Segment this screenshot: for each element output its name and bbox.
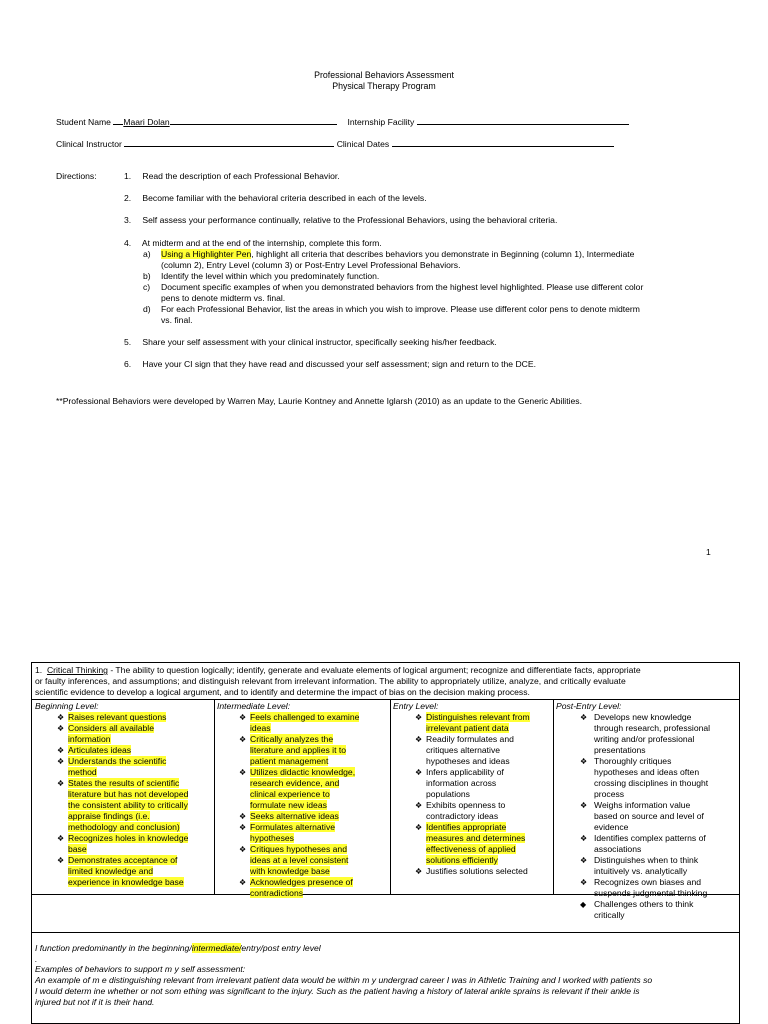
directions-label: Directions: [56,171,97,181]
criteria-item: ❖ Thoroughly critiques hypotheses and ideas often crossing disciplines in thought process [580,756,709,799]
bullet-icon: ❖ [580,856,588,865]
student-name-blank[interactable] [170,115,337,125]
bullet-icon: ❖ [580,834,588,843]
bullet-icon: ❖ [415,713,423,722]
criteria-item: ❖ Considers all available information [57,723,154,744]
direction-item: 5. Share your self assessment with your clinical instructor, specifically seeking his/her feedback. [124,337,497,347]
criteria-item: ❖ Critiques hypotheses and ideas at a level consistent with knowledge base [239,844,349,876]
critical-thinking-table [31,662,740,1024]
beginning-level-column [35,701,213,888]
divider [553,700,554,894]
direction-sub-item-b: b) Identify the level within which you predominately function. [143,271,380,281]
student-name-value[interactable]: Maari Dolan [123,117,170,127]
bullet-icon: ❖ [57,856,65,865]
bullet-icon: ❖ [580,757,588,766]
bullet-icon: ❖ [580,713,588,722]
direction-sub-item-d: d) For each Professional Behavior, list the areas in which you wish to improve. Please use different color pens to denote midterm vs. final. [143,304,640,325]
bullet-icon: ❖ [415,801,423,810]
bullet-icon: ❖ [57,724,65,733]
document-subtitle: Physical Therapy Program [332,81,436,91]
beginning-level-list [35,712,213,888]
criteria-item: ❖ Feels challenged to examine ideas [239,712,360,733]
entry-level-list [393,712,552,877]
criteria-item: ❖ Readily formulates and critiques alternative hypotheses and ideas [415,734,514,766]
bullet-icon: ❖ [239,713,247,722]
divider [32,932,739,933]
page-number: 1 [706,547,711,557]
bullet-icon: ❖ [239,812,247,821]
intermediate-level-column [217,701,389,899]
bullet-icon: ❖ [57,757,65,766]
direction-item: 4. At midterm and at the end of the internship, complete this form. [124,238,382,248]
divider [214,700,215,894]
criteria-item: ❖ Recognizes holes in knowledge base [57,833,189,854]
criteria-item: ❖ Utilizes didactic knowledge, research evidence, and clinical experience to formulate new ideas [239,767,356,810]
criteria-item: ❖ Distinguishes relevant from irrelevant patient data [415,712,530,733]
clinical-dates-label: Clinical Dates [336,139,390,149]
bullet-icon: ❖ [57,779,65,788]
criteria-item: ❖ States the results of scientific literature but has not developed the consistent ability to critically appraise findings (i.e. methodology and conclusion) [57,778,189,832]
function-level-statement: I function predominantly in the beginning/intermediate/entry/post entry level [35,943,321,953]
criteria-item: ❖ Identifies complex patterns of associations [580,833,706,854]
criteria-item: ❖ Acknowledges presence of contradictions [239,877,353,898]
beginning-level-title: Beginning Level: [35,701,99,711]
internship-facility-label: Internship Facility [347,117,415,127]
self-assessment: I function predominantly in the beginning/intermediate/entry/post entry level . Examples of behaviors to support m y self assessment: An example of m e distinguishing relevant from irrelevant patient data would be within m y undergrad career I was in Athletic Training and I worked with patients so I would determ ine whether or not som ething was significant to the injury. Such as the patient having a history of lateral ankle sprains is relevant if their ankle is injured but not if it is their hand. [35,943,735,1008]
bullet-icon: ❖ [239,768,247,777]
bullet-icon: ❖ [239,845,247,854]
post-entry-level-title: Post-Entry Level: [556,701,622,711]
criteria-item: ❖ Seeks alternative ideas [239,811,339,821]
criteria-item: ❖ Identifies appropriate measures and determines effectiveness of applied solutions efficiently [415,822,526,865]
bullet-icon: ❖ [239,878,247,887]
critical-thinking-title: Critical Thinking [46,665,108,675]
direction-sub-item-a: a) Using a Highlighter Pen, highlight all criteria that describes behaviors you demonstrate in Beginning (column 1), Intermediate (column 2), Entry Level (column 3) or Post-Entry Level Professional Behaviors. [143,249,635,270]
bullet-icon: ❖ [57,713,65,722]
criteria-item: ❖ Understands the scientific method [57,756,167,777]
critical-thinking-definition: 1. Critical Thinking - The ability to question logically; identify, generate and evaluate elements of logical argument; recognize and differentiate facts, appropriate or faulty inferences, and assumptions; and distinguish relevant from irrelevant information. The ability to appropriately utilize, analyze, and critically evaluate scientific evidence to develop a logical argument, and to identify and determine the impact of bias on the decision making process. [35,665,641,697]
footnote: **Professional Behaviors were developed by Warren May, Laurie Kontney and Annette Iglarsh (2010) as an update to the Generic Abilities. [56,396,582,406]
direction-sub-item-c: c) Document specific examples of when you demonstrated behaviors from the highest level highlighted. Please use different color pens to denote midterm vs. final. [143,282,644,303]
criteria-item: ❖ Critically analyzes the literature and applies it to patient management [239,734,347,766]
bullet-icon: ❖ [415,768,423,777]
criteria-item: ❖ Develops new knowledge through research, professional writing and/or professional presentations [580,712,711,755]
student-name-row [56,115,629,128]
clinical-instructor-blank[interactable] [124,137,334,147]
criteria-item: ❖ Distinguishes when to think intuitively vs. analytically [580,855,699,876]
post-entry-level-column [556,701,738,921]
direction-item: 6. Have your CI sign that they have read and discussed your self assessment; sign and return to the DCE. [124,359,536,369]
clinical-instructor-row [56,137,614,150]
clinical-instructor-label: Clinical Instructor [56,139,122,149]
bullet-icon: ❖ [415,867,423,876]
selected-level: intermediate/ [191,943,242,953]
entry-level-title: Entry Level: [393,701,439,711]
criteria-item: ❖ Weighs information value based on source and level of evidence [580,800,704,832]
criteria-item: ◆ Challenges others to think critically [580,899,694,920]
criteria-item: ❖ Raises relevant questions [57,712,167,722]
divider [32,699,739,700]
student-name-label: Student Name [56,117,111,127]
divider [390,700,391,894]
bullet-icon: ❖ [415,735,423,744]
bullet-icon: ❖ [415,823,423,832]
direction-item: 2. Become familiar with the behavioral criteria described in each of the levels. [124,193,427,203]
bullet-icon: ❖ [57,834,65,843]
criteria-item: ❖ Exhibits openness to contradictory ideas [415,800,506,821]
criteria-item: ❖ Formulates alternative hypotheses [239,822,336,843]
document-title: Professional Behaviors Assessment [314,70,454,80]
internship-facility-blank[interactable] [417,115,629,125]
criteria-item: ❖ Infers applicability of information across populations [415,767,504,799]
post-entry-level-list [556,712,738,921]
bullet-icon: ❖ [239,823,247,832]
criteria-item: ❖ Articulates ideas [57,745,132,755]
bullet-icon: ◆ [580,900,587,909]
direction-item: 1. Read the description of each Professional Behavior. [124,171,340,181]
entry-level-column [393,701,552,877]
bullet-icon: ❖ [239,735,247,744]
examples-label: Examples of behaviors to support m y self assessment: [35,964,246,974]
criteria-item: ❖ Justifies solutions selected [415,866,528,876]
bullet-icon: ❖ [580,801,588,810]
intermediate-level-list [217,712,389,899]
criteria-item: ❖ Demonstrates acceptance of limited knowledge and experience in knowledge base [57,855,184,887]
bullet-icon: ❖ [57,746,65,755]
clinical-dates-blank[interactable] [392,137,614,147]
direction-item: 3. Self assess your performance continually, relative to the Professional Behaviors, using the behavioral criteria. [124,215,558,225]
criteria-item: ❖ Recognizes own biases and suspends judgmental thinking [580,877,708,898]
bullet-icon: ❖ [580,878,588,887]
highlighter-pen-text: Using a Highlighter Pen [161,249,252,259]
intermediate-level-title: Intermediate Level: [217,701,291,711]
